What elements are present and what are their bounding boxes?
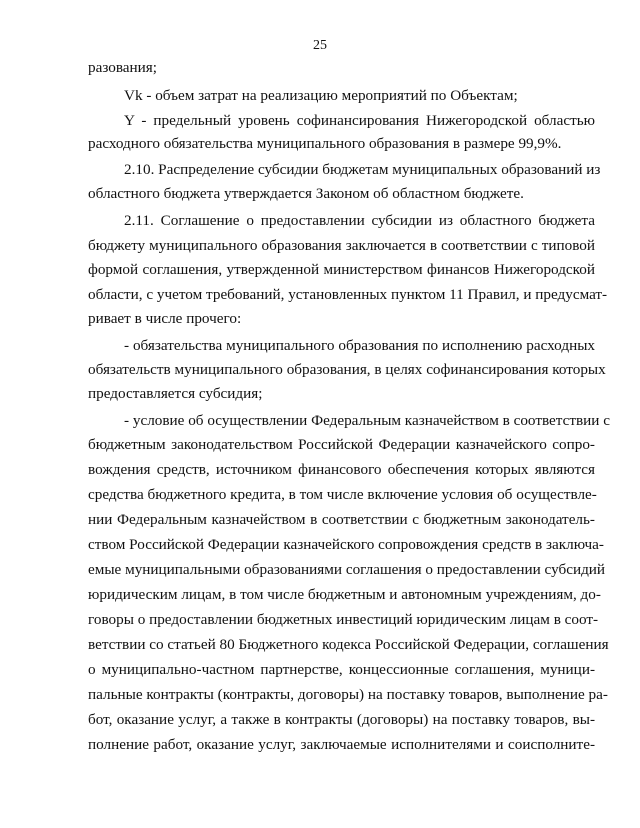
text-line: бот, оказание услуг, а также в контракты (договоры) на поставку товаров, вы- xyxy=(88,711,595,728)
text-line: нии Федеральным казначейством в соответствии с бюджетным законодатель- xyxy=(88,511,595,528)
text-line: 2.11. Соглашение о предоставлении субсидии из областного бюджета xyxy=(124,212,595,229)
text-line: ством Российской Федерации казначейского сопровождения средств в заключа- xyxy=(88,536,604,553)
text-line: средства бюджетного кредита, в том числе включение условия об осуществле- xyxy=(88,486,597,503)
text-line: полнение работ, оказание услуг, заключаемые исполнителями и соисполните- xyxy=(88,736,595,753)
text-line: ветствии со статьей 80 Бюджетного кодекса Российской Федерации, соглашения xyxy=(88,636,609,653)
text-line: говоры о предоставлении бюджетных инвестиций юридическим лицам в соот- xyxy=(88,611,599,628)
text-line: Y - предельный уровень софинансирования Нижегородской областью xyxy=(124,112,595,129)
text-line: бюджетным законодательством Российской Федерации казначейского сопро- xyxy=(88,436,595,453)
text-line: расходного обязательства муниципального образования в размере 99,9%. xyxy=(88,135,562,152)
text-line: о муниципально-частном партнерстве, концессионные соглашения, муници- xyxy=(88,661,595,678)
text-line: юридическим лицам, в том числе бюджетным и автономным учреждениям, до- xyxy=(88,586,601,603)
text-line: пальные контракты (контракты, договоры) на поставку товаров, выполнение ра- xyxy=(88,686,608,703)
text-line: обязательств муниципального образования, в целях софинансирования которых xyxy=(88,361,606,378)
text-line: Vk - объем затрат на реализацию мероприятий по Объектам; xyxy=(124,87,518,104)
text-line: областного бюджета утверждается Законом об областном бюджете. xyxy=(88,185,524,202)
text-line: 2.10. Распределение субсидии бюджетам муниципальных образований из xyxy=(124,161,601,178)
text-line: вождения средств, источником финансового обеспечения которых являются xyxy=(88,461,595,478)
text-line: бюджету муниципального образования заключается в соответствии с типовой xyxy=(88,237,595,254)
text-line: разования; xyxy=(88,59,158,76)
text-line: - условие об осуществлении Федеральным казначейством в соответствии с xyxy=(124,412,610,429)
text-line: - обязательства муниципального образования по исполнению расходных xyxy=(124,337,595,354)
page-number: 25 xyxy=(313,38,327,53)
text-line: предоставляется субсидия; xyxy=(88,385,263,402)
text-line: области, с учетом требований, установленных пунктом 11 Правил, и предусмат- xyxy=(88,286,608,303)
text-line: формой соглашения, утвержденной министерством финансов Нижегородской xyxy=(88,261,595,278)
text-line: емые муниципальными образованиями соглашения о предоставлении субсидий xyxy=(88,561,606,578)
text-line: ривает в числе прочего: xyxy=(88,310,242,327)
